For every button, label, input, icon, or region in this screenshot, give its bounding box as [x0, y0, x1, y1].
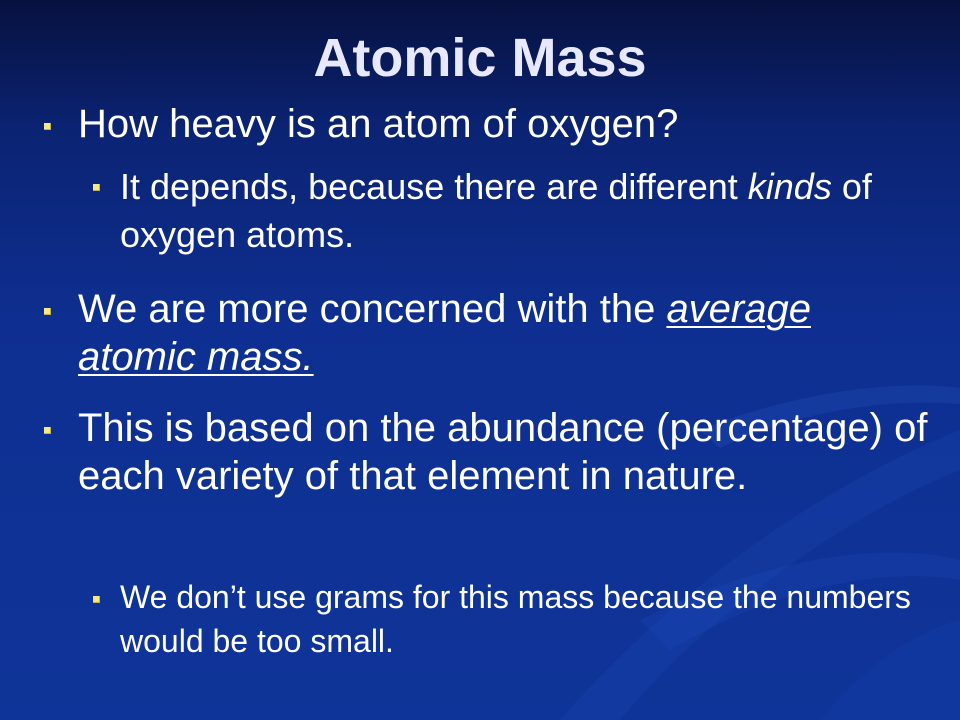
bullet-icon	[44, 427, 51, 434]
sub-bullet-item	[120, 163, 930, 259]
bullet-item	[78, 404, 938, 500]
bullet-text-start: It depends, because there are different	[120, 166, 748, 207]
bullet-text: We don’t use grams for this mass because the numbers would be too small.	[120, 579, 911, 659]
bullet-icon	[44, 308, 51, 315]
bullet-icon	[44, 123, 51, 130]
bullet-item	[78, 285, 938, 381]
sub-bullet-item	[120, 575, 930, 663]
bullet-item	[78, 100, 938, 148]
emphasis-text: average atomic mass.	[78, 287, 811, 379]
slide-title: Atomic Mass	[313, 28, 647, 88]
bullet-text: This is based on the abundance (percentage) of each variety of that element in nature.	[78, 406, 928, 498]
emphasis-text: kinds	[747, 166, 832, 207]
bullet-icon	[93, 184, 100, 191]
bullet-text-start: We are more concerned with the	[78, 287, 667, 331]
bullet-text-end: of oxygen atoms.	[120, 166, 872, 255]
bullet-text: How heavy is an atom of oxygen?	[78, 102, 679, 146]
bullet-icon	[93, 596, 100, 603]
